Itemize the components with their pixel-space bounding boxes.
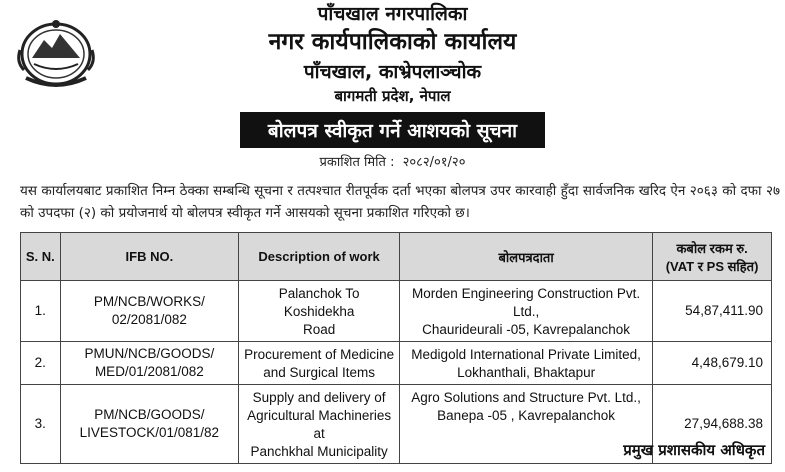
chief-officer-signature: प्रमुख प्रशासकीय अधिकृत bbox=[623, 441, 765, 459]
table-row bbox=[21, 342, 772, 385]
cell-sn: 1. bbox=[21, 281, 61, 342]
province-country: बागमती प्रदेश, नेपाल bbox=[334, 87, 451, 105]
ifb-line: LIVESTOCK/01/081/82 bbox=[79, 425, 220, 440]
cell-ifb bbox=[60, 385, 239, 464]
ifb-line: PM/NCB/GOODS/ bbox=[94, 407, 205, 422]
cell-desc bbox=[239, 342, 400, 385]
header-amount bbox=[653, 233, 772, 281]
cell-ifb bbox=[60, 281, 239, 342]
cell-desc bbox=[239, 385, 400, 464]
cell-bidder bbox=[400, 342, 653, 385]
desc-line: Procurement of Medicine bbox=[244, 347, 395, 362]
header-bidder: बोलपत्रदाता bbox=[400, 233, 653, 281]
bidder-line: Chaurideurali -05, Kavrepalanchok bbox=[422, 322, 631, 337]
ifb-line: PM/NCB/WORKS/ bbox=[93, 294, 205, 309]
bidder-line: Agro Solutions and Structure Pvt. Ltd., bbox=[411, 390, 641, 405]
cell-amount: 27,94,688.38 bbox=[653, 385, 772, 464]
municipality-name: पाँचखाल नगरपालिका bbox=[317, 3, 468, 25]
desc-line: Road bbox=[302, 322, 336, 337]
table-row bbox=[21, 281, 772, 342]
cell-bidder bbox=[400, 385, 653, 464]
cell-sn: 2. bbox=[21, 342, 61, 385]
cell-amount: 54,87,411.90 bbox=[653, 281, 772, 342]
published-date: २०८२/०१/२० bbox=[402, 155, 466, 170]
table-header-row bbox=[21, 233, 772, 281]
header-sn: S. N. bbox=[21, 233, 61, 281]
notice-title: बोलपत्र स्वीकृत गर्ने आशयको सूचना bbox=[240, 112, 545, 148]
header-amount-line1: कबोल रकम रु. bbox=[676, 240, 748, 256]
notice-paragraph: यस कार्यालयबाट प्रकाशित निम्न ठेक्का सम्बन्धि सूचना र तत्पश्चात रीतपूर्वक दर्ता भएका बोलपत्र उपर कारवाही हुँदा सार्वजनिक खरिद ऐन २०६३ को दफा २७ को उपदफा (२) को प्रयोजनार्थ यो बोलपत्र स्वीकृत गर्ने आसयको सूचना प्रकाशित गरिएको छ। bbox=[20, 183, 780, 221]
ifb-line: PMUN/NCB/GOODS/ bbox=[84, 346, 215, 361]
published-label: प्रकाशित मिति : bbox=[319, 155, 395, 170]
bid-table bbox=[20, 232, 772, 464]
header-desc: Description of work bbox=[239, 233, 400, 281]
desc-line: Supply and delivery of bbox=[252, 390, 386, 405]
office-name: नगर कार्यपालिकाको कार्यालय bbox=[268, 29, 517, 55]
cell-bidder bbox=[400, 281, 653, 342]
cell-desc bbox=[239, 281, 400, 342]
cell-ifb bbox=[60, 342, 239, 385]
office-location: पाँचखाल, काभ्रेपलाञ्चोक bbox=[303, 61, 482, 83]
ifb-line: 02/2081/082 bbox=[111, 312, 187, 327]
desc-line: Agricultural Machineries at bbox=[247, 408, 392, 441]
header-ifb: IFB NO. bbox=[60, 233, 239, 281]
desc-line: Panchkhal Municipality bbox=[250, 444, 388, 459]
cell-amount: 4,48,679.10 bbox=[653, 342, 772, 385]
header-amount-line2: (VAT र PS सहित) bbox=[665, 258, 759, 274]
bidder-line: Morden Engineering Construction Pvt. Ltd., bbox=[412, 286, 641, 319]
desc-line: Palanchok To Koshidekha bbox=[278, 286, 360, 319]
cell-sn: 3. bbox=[21, 385, 61, 464]
ifb-line: MED/01/2081/082 bbox=[94, 364, 204, 379]
desc-line: and Surgical Items bbox=[263, 365, 375, 380]
bidder-line: Banepa -05 , Kavrepalanchok bbox=[437, 408, 616, 423]
bidder-line: Lokhanthali, Bhaktapur bbox=[457, 365, 596, 380]
published-date-line bbox=[0, 152, 785, 170]
bidder-line: Medigold International Private Limited, bbox=[411, 347, 641, 362]
